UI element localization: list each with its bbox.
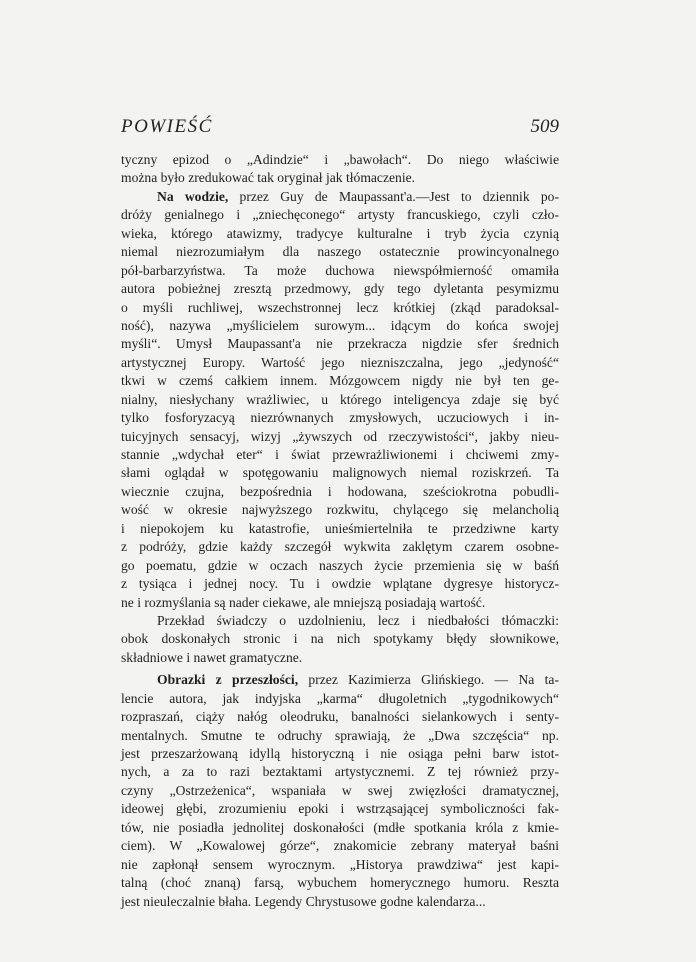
text-line: składniowe i nawet gramatyczne. [121, 649, 303, 665]
text-line: ność), nazywa „myślicielem surowym... idącym do końca swojej [121, 317, 559, 333]
text-line: stannie „wdychał eter“ i świat przewrażliwionemi i chciwemi zmy- [121, 447, 559, 462]
text-line: jest nieuleczalnie błaha. Legendy Chrystusowe godne kalendarza... [121, 893, 486, 909]
text-line: myśli“. Umysł Maupassant'a nie przekracza nigdzie sfer średnich [121, 336, 559, 352]
text-line: nialny, niesłychany wrażliwiec, u którego inteligencya zdaje się być [121, 391, 559, 407]
text-line: dróży genialnego i „zniechęconego“ artysty francuskiego, czyli czło- [121, 207, 559, 223]
review-title: Obrazki z przeszłości, [157, 672, 299, 688]
text-line: artystycznej Europy. Wartość jego niezniszczalna, jego „jedyność“ [121, 354, 559, 370]
text-line: tkwi w czemś całkiem innem. Mózgowcem nigdy nie był ten ge- [121, 373, 559, 389]
text-line: z podróży, gdzie każdy szczegół wykwita zaklętym czarem osobne- [121, 539, 559, 555]
text-line: Przekład świadczy o uzdolnieniu, lecz i niedbałości tłómaczki: [157, 612, 559, 628]
text-line: ciem). W „Kowalowej górze“, znakomicie zebrany materyał baśni [121, 838, 559, 854]
text-line: pół-barbarzyństwa. Ta może duchowa niewspółmierność omamiła [121, 262, 559, 278]
text-line: autora pobieżnej zresztą przedmowy, gdy tego dyletanta pesymizmu [121, 281, 559, 297]
text-line: wieka, którego atawizmy, tradycye kulturalne i tryb życia czynią [121, 225, 559, 241]
text-line: nie zapłonął sensem wyrocznym. „Historya prawdziwa“ jest kapi- [121, 856, 559, 872]
paragraph-translation-note [121, 612, 559, 667]
body-text [121, 151, 559, 911]
text-line: o myśli ruchliwej, wszechstronnej lecz krótkiej (zkąd paradoksal- [121, 299, 559, 315]
page-header [121, 116, 559, 142]
paragraph-review-na-wodzie [121, 188, 559, 612]
paragraph-review-obrazki [121, 671, 559, 911]
text-line: go poematu, gdzie w oczach naszych życie przemienia się w baśń [121, 557, 559, 573]
text-line: ideowej głębi, zrozumieniu epoki i wstrząsającej symboliczności fak- [121, 801, 559, 817]
text-line: niemal niezrozumiałym dla naszego ostatecznie prowincyonalnego [121, 244, 559, 260]
text-line: z tysiąca i jednej nocy. Tu i owdzie wplątane dygresye historycz- [121, 576, 559, 592]
page-number: 509 [530, 116, 559, 137]
text-line: można było zredukować tak oryginał jak tłómaczenie. [121, 170, 416, 186]
text-line [121, 188, 559, 206]
text-line: rozpraszań, ciąży nałóg oleodruku, banalności sielankowych i senty- [121, 709, 559, 725]
running-title: POWIEŚĆ [121, 116, 213, 137]
paragraph [121, 151, 559, 188]
text-line: i niepokojem ku katastrofie, unieśmiertelniła te przedziwne karty [121, 520, 559, 536]
text-line: nych, a za to razi beztaktami artystycznemi. Z tej również przy- [121, 764, 559, 780]
text-line: obok doskonałych stronic i na nich spotykamy błędy słownikowe, [121, 631, 559, 647]
text-span: przez Guy de Maupassant'a.—Jest to dziennik po- [228, 188, 559, 204]
text-line: wość w okresie najwyższego rozkwitu, chylącego się melancholią [121, 502, 559, 518]
text-line: tuicyjnych sensacyj, wizyj „żywszych od rzeczywistości“, jakby nieu- [121, 428, 559, 444]
text-line: lencie autora, jak indyjska „karma“ długoletnich „tygodnikowych“ [121, 690, 559, 706]
text-span: przez Kazimierza Glińskiego. — Na ta- [298, 672, 559, 688]
text-line [121, 671, 559, 689]
text-line: czyny „Ostrzeżenica“, wspaniała w swej zwięzłości dramatycznej, [121, 782, 559, 798]
text-line: talną (choć znaną) farsą, wybuchem homerycznego humoru. Reszta [121, 875, 559, 891]
text-line: wiecznie czujna, bezpośrednia i hodowana, sześciokrotna pobudli- [121, 483, 559, 499]
text-line: tyczny epizod o „Adindzie“ i „bawołach“. Do niego właściwie [121, 152, 559, 167]
text-line: tylko fosforyzacyą niezrównanych zmysłowych, uczuciowych i in- [121, 410, 559, 426]
text-line: jest przeszarżowaną idyllą historyczną i nie osiąga pełni barw istot- [121, 746, 559, 761]
review-title: Na wodzie, [157, 188, 229, 204]
text-line: słami oglądał w spotęgowaniu malignowych niemal roziskrzeń. Ta [121, 465, 559, 481]
text-line: tów, nie posiadła jednolitej doskonałości (mdłe spotkania króla z kmie- [121, 819, 559, 835]
text-line: ne i rozmyślania są nader ciekawe, ale mniejszą posiadają wartość. [121, 594, 486, 610]
text-line: mentalnych. Smutne te odruchy sprawiają, że „Dwa szczęścia“ np. [121, 727, 559, 743]
